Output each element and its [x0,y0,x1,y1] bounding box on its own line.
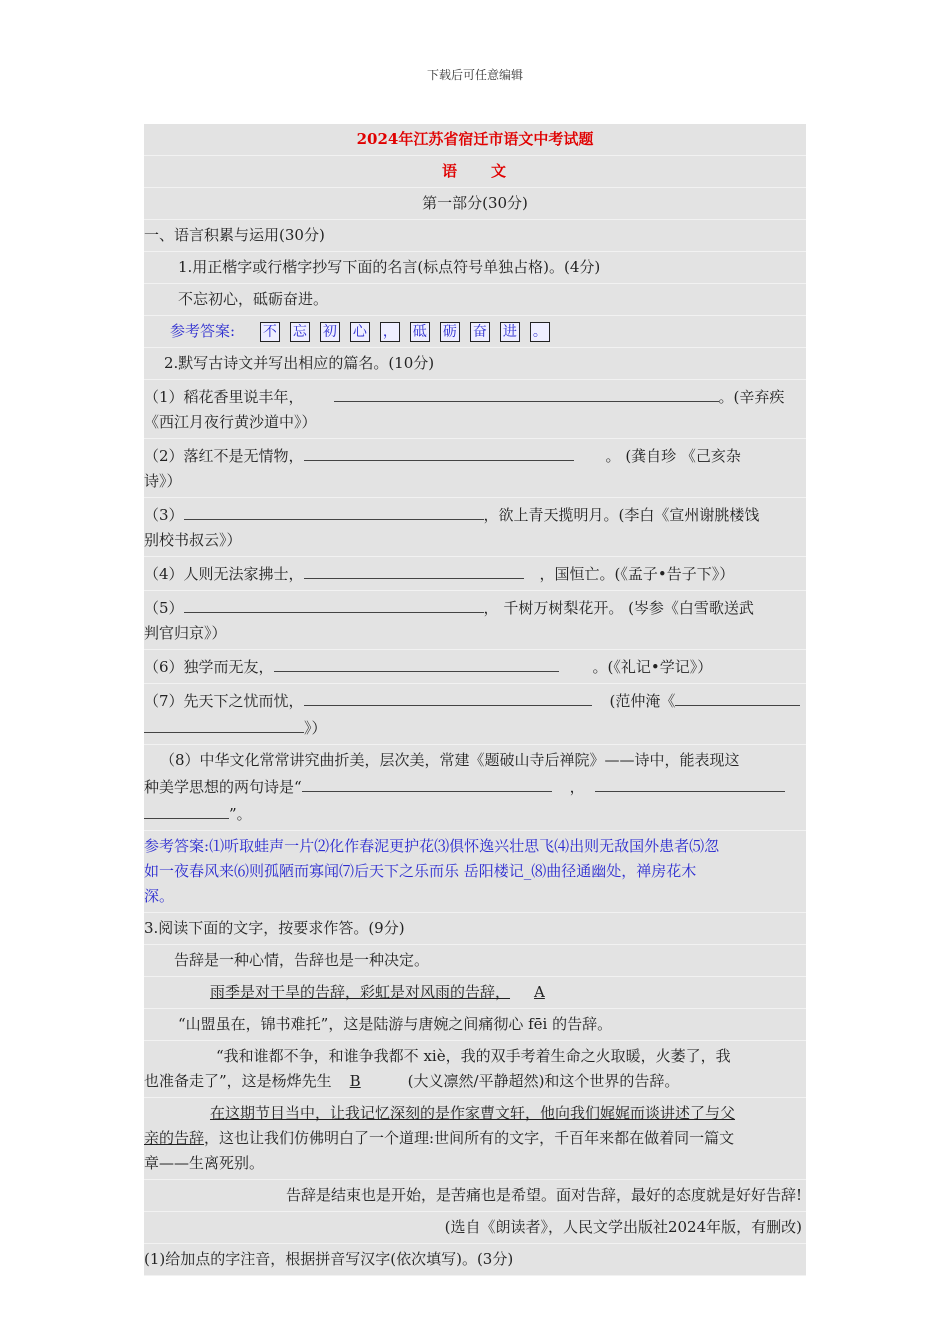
exam-document [144,124,806,1276]
q3-paragraph: “我和谁都不争，和谁争我都不 xiè，我的双手考着生命之火取暖，火萎了，我 也准备走了”，这是杨烨先生 B (大义凛然/平静超然)和这个世界的告辞。 [144,1041,806,1098]
q2-item6: （6）独学而无友， 。(《礼记•学记》） [144,650,806,684]
q2-prompt: 2.默写古诗文并写出相应的篇名。(10分) [144,348,806,380]
answer-blank[interactable] [595,773,785,792]
q2-item4: （4）人则无法家拂士， ，国恒亡。(《孟子•告子下》） [144,557,806,591]
q2-item3: （3） ，欲上青天揽明月。(李白《宣州谢朓楼饯 别校书叔云》） [144,498,806,557]
q2-item5: （5） ， 千树万树梨花开。 (岑参《白雪歌送武 判官归京》） [144,591,806,650]
q2-item1: （1）稻花香里说丰年， 。(辛弃疾 《西江月夜行黄沙道中》） [144,380,806,439]
part-heading: 第一部分(30分) [144,188,806,220]
q1-quote: 不忘初心，砥砺奋进。 [144,284,806,316]
answer-box: 奋 [470,322,490,342]
answer-blank[interactable] [144,714,304,733]
answer-box: 初 [320,322,340,342]
answer-blank[interactable] [144,800,229,819]
q2-item7: （7）先天下之忧而忧， (范仲淹《 》） [144,684,806,745]
answer-blank[interactable] [184,501,484,520]
answer-blank[interactable] [304,687,592,706]
q2-item8: （8）中华文化常常讲究曲折美，层次美，常建《题破山寺后禅院》——诗中，能表现这 种美学思想的两句诗是“ ， ”。 [144,745,806,831]
q3-paragraph: 雨季是对干旱的告辞，彩虹是对风雨的告辞， A [144,977,806,1009]
header-note: 下载后可任意编辑 [426,68,523,82]
q3-paragraph: “山盟虽在，锦书难托”，这是陆游与唐婉之间痛彻心 fēi 的告辞。 [144,1009,806,1041]
q3-paragraph: 在这期节目当中，让我记忆深刻的是作家曹文轩，他向我们娓娓而谈讲述了与父 亲的告辞，这也让我们仿佛明白了一个道理:世间所有的文字，千百年来都在做着同一篇文 章——生离死别。 [144,1098,806,1180]
q3-sub1: (1)给加点的字注音，根据拼音写汉字(依次填写)。(3分) [144,1244,806,1276]
section-heading: 一、语言积累与运用(30分) [144,220,806,252]
blank-b: B [349,1072,361,1090]
answer-box: 砥 [410,322,430,342]
answer-blank[interactable] [302,773,552,792]
answer-box: 砺 [440,322,460,342]
answer-box: 进 [500,322,520,342]
answer-blank[interactable] [304,560,524,579]
blank-a: A [534,983,545,1001]
answer-blank[interactable] [274,653,559,672]
q2-answer: 参考答案:⑴听取蛙声一片⑵化作春泥更护花⑶俱怀逸兴壮思飞⑷出则无敌国外患者⑸忽 如一夜春风来⑹则孤陋而寡闻⑺后天下之乐而乐 岳阳楼记_⑻曲径通幽处，禅房花木 深。 [144,831,806,913]
answer-box: ， [380,322,400,342]
q1-prompt: 1.用正楷字或行楷字抄写下面的名言(标点符号单独占格)。(4分) [144,252,806,284]
answer-blank[interactable] [304,442,574,461]
answer-box: 心 [350,322,370,342]
answer-blank[interactable] [184,594,484,613]
q3-paragraph: 告辞是结束也是开始，是苦痛也是希望。面对告辞，最好的态度就是好好告辞! [144,1180,806,1212]
answer-box: 忘 [290,322,310,342]
q1-answer [144,316,806,348]
subject-heading: 语 文 [144,156,806,188]
answer-boxes [260,322,550,342]
answer-box: 。 [530,322,550,342]
answer-blank[interactable] [675,687,800,706]
q2-item2: （2）落红不是无情物， 。 (龚自珍 《己亥杂 诗》） [144,439,806,498]
answer-box: 不 [260,322,280,342]
q3-prompt: 3.阅读下面的文字，按要求作答。(9分) [144,913,806,945]
q3-source: (选自《朗读者》，人民文学出版社2024年版，有删改) [144,1212,806,1244]
answer-blank[interactable] [334,383,719,402]
answer-label: 参考答案: [170,322,236,340]
q3-paragraph: 告辞是一种心情，告辞也是一种决定。 [144,945,806,977]
exam-title: 2024年江苏省宿迁市语文中考试题 [144,124,806,156]
